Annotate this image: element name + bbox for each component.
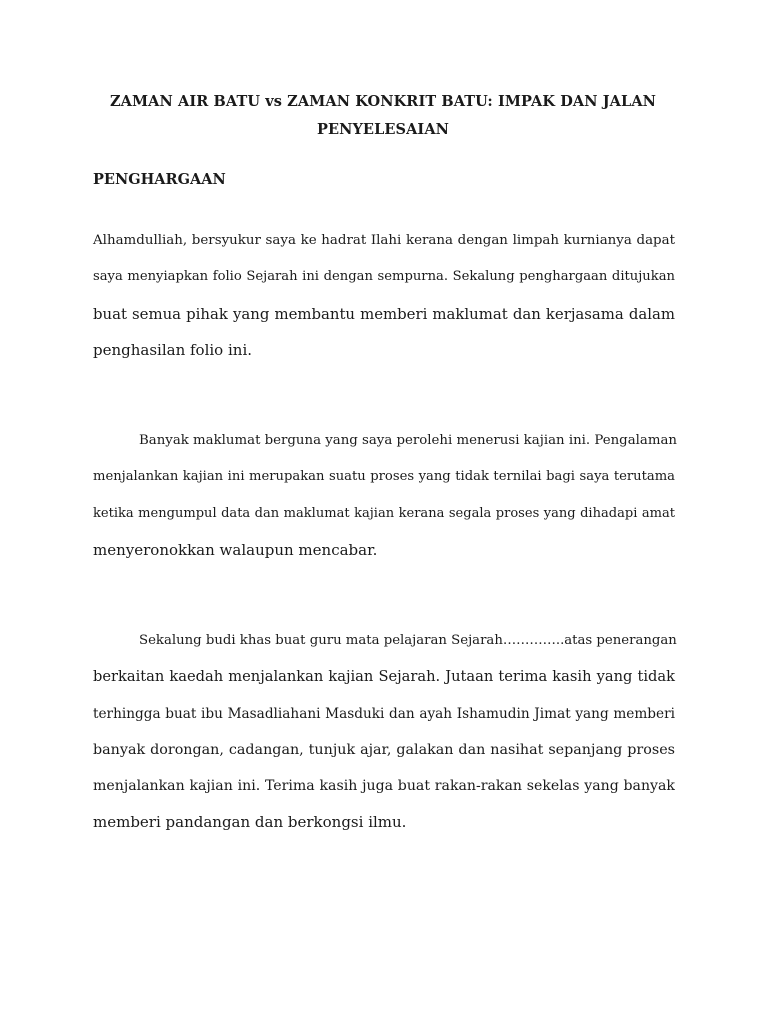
paragraph-line: banyak dorongan, cadangan, tunjuk ajar, galakan dan nasihat sepanjang proses — [93, 741, 675, 758]
paragraph-line: ketika mengumpul data dan maklumat kajian kerana segala proses yang dihadapi amat — [93, 505, 675, 521]
paragraph-line: berkaitan kaedah menjalankan kajian Sejarah. Jutaan terima kasih yang tidak — [93, 668, 675, 686]
title-line-1: ZAMAN AIR BATU vs ZAMAN KONKRIT BATU: IMPAK DAN JALAN — [109, 93, 657, 110]
paragraph-1 — [93, 223, 675, 368]
paragraph-line: penghasilan folio ini. — [93, 340, 253, 359]
paragraph-line: Banyak maklumat berguna yang saya perolehi menerusi kajian ini. Pengalaman — [139, 433, 677, 448]
paragraph-line: menyeronokkan walaupun mencabar. — [93, 540, 378, 559]
paragraph-2 — [93, 423, 675, 568]
paragraph-line: menjalankan kajian ini. Terima kasih juga buat rakan-rakan sekelas yang banyak — [93, 778, 675, 795]
paragraph-line: Sekalung budi khas buat guru mata pelajaran Sejarah…………..atas penerangan — [139, 633, 677, 648]
paragraph-line: Alhamdulliah, bersyukur saya ke hadrat Ilahi kerana dengan limpah kurnianya dapat — [93, 233, 675, 248]
title-line-2: PENYELESAIAN — [316, 121, 450, 138]
paragraph-3 — [93, 623, 675, 841]
document-title — [92, 88, 674, 144]
section-heading: PENGHARGAAN — [93, 171, 226, 188]
paragraph-line: memberi pandangan dan berkongsi ilmu. — [93, 813, 407, 832]
paragraph-line: buat semua pihak yang membantu memberi maklumat dan kerjasama dalam — [93, 304, 675, 323]
paragraph-line: menjalankan kajian ini merupakan suatu proses yang tidak ternilai bagi saya terutama — [93, 469, 675, 485]
paragraph-line: terhingga buat ibu Masadliahani Masduki dan ayah Ishamudin Jimat yang memberi — [93, 705, 675, 722]
paragraph-line: saya menyiapkan folio Sejarah ini dengan sempurna. Sekalung penghargaan ditujukan — [93, 269, 675, 285]
